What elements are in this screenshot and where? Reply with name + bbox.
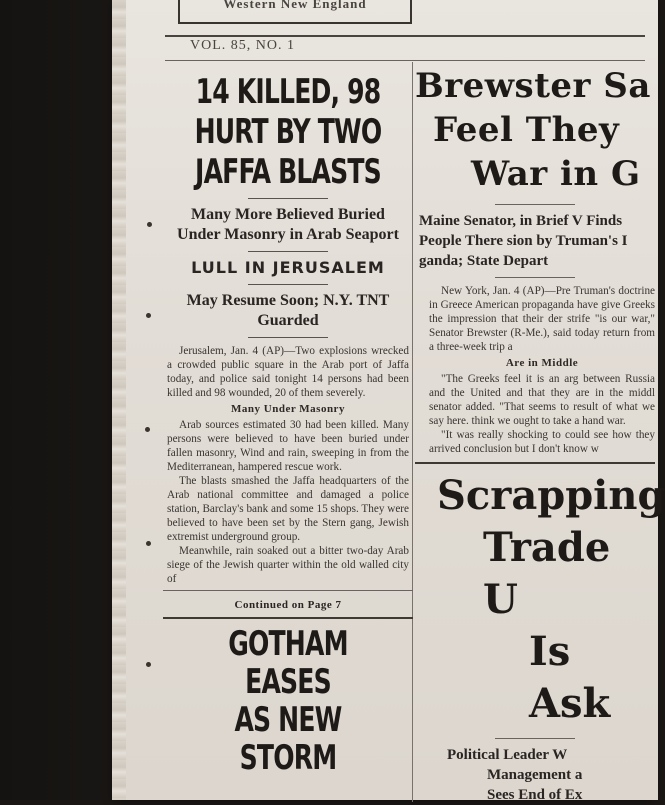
headline-line: Trade U — [483, 524, 611, 623]
headline-line: HURT BY TWO — [194, 112, 382, 152]
jaffa-article-body — [163, 344, 413, 586]
deck-tnt: May Resume Soon; N.Y. TNT Guarded — [186, 292, 390, 329]
deck-line: Management a — [487, 767, 583, 783]
divider-rule — [163, 590, 413, 591]
section-rule — [415, 462, 655, 464]
right-column — [415, 62, 665, 805]
headline-line: Feel They — [433, 110, 620, 150]
section-rule — [163, 617, 413, 619]
brewster-deck: Maine Senator, in Brief V Finds People There sion by Truman's I ganda; State Depart — [419, 213, 628, 269]
masthead-box — [178, 0, 412, 24]
binding-hole — [147, 222, 152, 227]
headline-line: Is Ask — [529, 628, 611, 727]
article-paragraph: New York, Jan. 4 (AP)—Pre Truman's doctrine in Greece American propaganda have give Greeks the impression that their der strife "is our war," Senator Brewster (R-Me.), said today return from a three-week trip a — [429, 285, 655, 353]
volume-rule — [165, 60, 645, 61]
masthead-title: Western New England — [223, 0, 367, 11]
divider-rule — [248, 284, 328, 285]
headline-line: JAFFA BLASTS — [195, 152, 381, 192]
brewster-article-body — [415, 284, 655, 456]
article-paragraph: The blasts smashed the Jaffa headquarters of the Arab national committee and damaged a police station, Barclay's bank and some 15 shops. They were believed to have been set by the Stern gang, Jewish extremist underground group. — [167, 475, 409, 543]
divider-rule — [495, 204, 575, 205]
top-rule — [165, 35, 645, 37]
volume-line: VOL. 85, NO. 1 — [190, 38, 295, 53]
article-subhead: Many Under Masonry — [231, 403, 345, 415]
binding-hole — [145, 427, 150, 432]
scrapping-headline — [415, 470, 665, 730]
headline-line: Brewster Sa — [415, 66, 651, 106]
headline-line: 14 KILLED, 98 — [195, 72, 381, 112]
deck-masonry: Many More Believed Buried Under Masonry in Arab Seaport — [177, 206, 399, 243]
divider-rule — [495, 738, 575, 739]
jaffa-headline — [186, 72, 391, 192]
brewster-headline — [415, 64, 655, 196]
divider-rule — [248, 337, 328, 338]
article-paragraph: "The Greeks feel it is an arg between Russia and the United and that they are in the middl senator added. "That seems to result of what we say here. think we ought to take a hand war. — [429, 373, 655, 427]
binding-hole — [146, 662, 151, 667]
article-subhead: Are in Middle — [505, 357, 579, 369]
deck-jerusalem: LULL IN JERUSALEM — [191, 258, 385, 277]
article-paragraph: Arab sources estimated 30 had been killed. Many persons were believed to have been buried under fallen masonry, Wind and rain, sweeping in from the Mediterranean, hampered rescue work. — [167, 419, 409, 473]
continued-notice: Continued on Page 7 — [234, 599, 342, 611]
scrapping-deck — [415, 745, 655, 805]
divider-rule — [248, 198, 328, 199]
article-paragraph: Jerusalem, Jan. 4 (AP)—Two explosions wrecked a crowded public square in the Arab port of Jaffa today, and police said tonight 14 persons had been killed and 98 wounded, 20 of them severely. — [167, 345, 409, 399]
left-column — [163, 62, 413, 777]
gotham-headline — [186, 625, 391, 777]
deck-line: Political Leader W — [447, 747, 568, 763]
binding-hole — [146, 541, 151, 546]
article-paragraph: Meanwhile, rain soaked out a bitter two-day Arab siege of the Jewish quarter within the old walled city of — [167, 545, 409, 585]
divider-rule — [495, 277, 575, 278]
headline-line: Scrapping — [437, 472, 665, 519]
headline-line: GOTHAM EASES — [228, 624, 348, 702]
headline-line: War in G — [471, 154, 641, 194]
deck-line: Sees End of Ex — [487, 787, 583, 803]
torn-page-edge — [112, 0, 126, 800]
binding-hole — [146, 313, 151, 318]
divider-rule — [248, 251, 328, 252]
article-paragraph: "It was really shocking to could see how they arrived conclusion but I don't know w — [429, 429, 655, 455]
headline-line: AS NEW STORM — [234, 700, 342, 778]
